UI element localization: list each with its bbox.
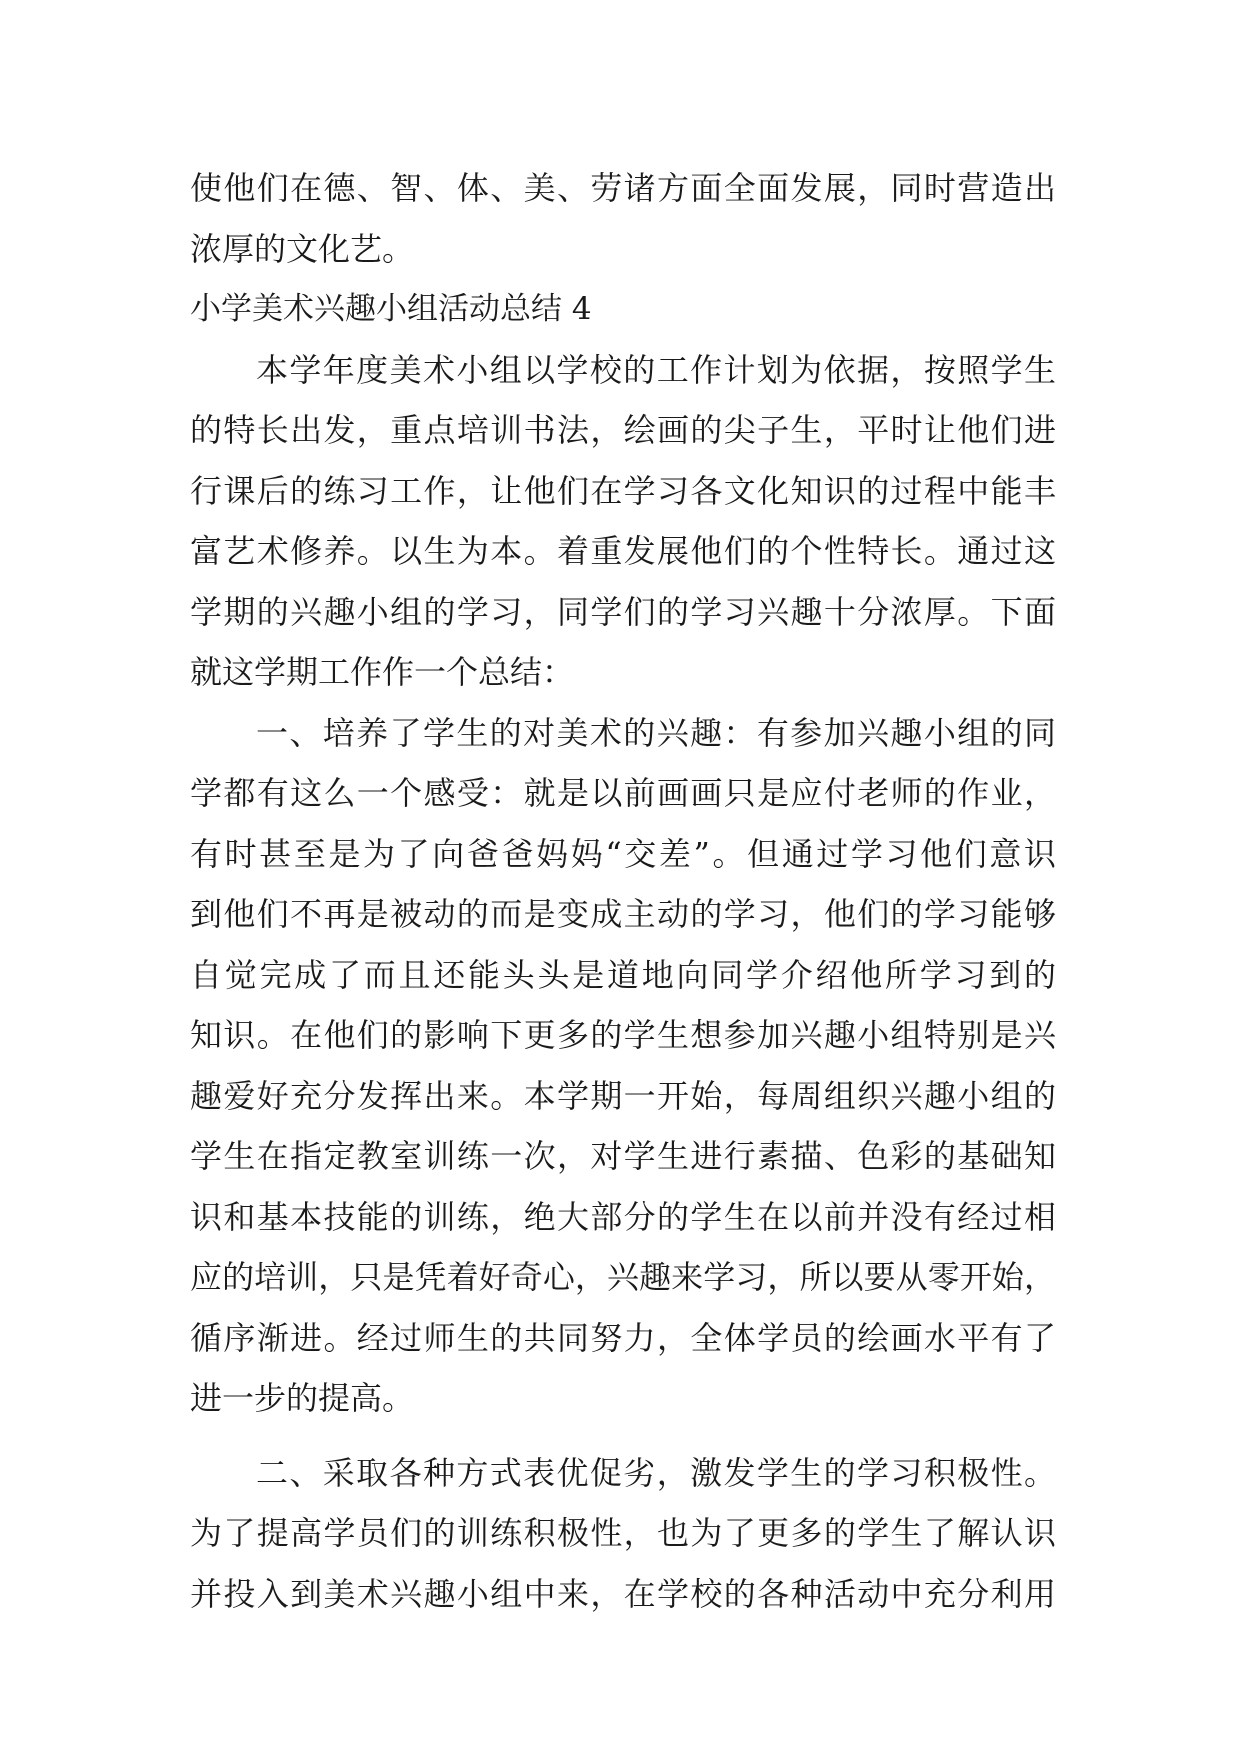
text-line: 循序渐进。经过师生的共同努力，全体学员的绘画水平有了 [190, 1318, 1056, 1357]
text-line: 的特长出发，重点培训书法，绘画的尖子生，平时让他们进 [190, 411, 1056, 449]
text-line: 浓厚的文化艺。 [190, 229, 415, 268]
text-line: 自觉完成了而且还能头头是道地向同学介绍他所学习到的 [190, 955, 1056, 994]
text-line: 一、培养了学生的对美术的兴趣：有参加兴趣小组的同 [256, 713, 1056, 752]
text-line: 学都有这么一个感受：就是以前画画只是应付老师的作业， [190, 774, 1056, 812]
text-line: 学期的兴趣小组的学习，同学们的学习兴趣十分浓厚。下面 [190, 592, 1056, 631]
document-body [190, 158, 1056, 1624]
text-line: 使他们在德、智、体、美、劳诸方面全面发展，同时营造出 [190, 169, 1056, 207]
text-line: 趣爱好充分发挥出来。本学期一开始，每周组织兴趣小组的 [190, 1076, 1056, 1115]
text-line: 就这学期工作作一个总结： [190, 653, 575, 691]
text-line: 到他们不再是被动的而是变成主动的学习，他们的学习能够 [190, 895, 1056, 933]
text-line: 有时甚至是为了向爸爸妈妈“交差”。但通过学习他们意识 [190, 834, 1056, 873]
text-line: 知识。在他们的影响下更多的学生想参加兴趣小组特别是兴 [190, 1016, 1056, 1054]
text-line: 富艺术修养。以生为本。着重发展他们的个性特长。通过这 [190, 532, 1056, 570]
text-line: 行课后的练习工作，让他们在学习各文化知识的过程中能丰 [190, 471, 1056, 510]
text-line: 二、采取各种方式表优促劣，激发学生的学习积极性。 [256, 1453, 1056, 1492]
text-line: 并投入到美术兴趣小组中来，在学校的各种活动中充分利用 [190, 1574, 1056, 1613]
section-title: 小学美术兴趣小组活动总结 4 [190, 291, 592, 327]
text-line: 学生在指定教室训练一次，对学生进行素描、色彩的基础知 [190, 1137, 1056, 1175]
text-line: 进一步的提高。 [190, 1379, 415, 1417]
text-line: 识和基本技能的训练，绝大部分的学生在以前并没有经过相 [190, 1197, 1056, 1236]
text-line: 本学年度美术小组以学校的工作计划为依据，按照学生 [256, 350, 1056, 389]
text-line: 为了提高学员们的训练积极性，也为了更多的学生了解认识 [190, 1514, 1056, 1552]
text-line: 应的培训，只是凭着好奇心，兴趣来学习，所以要从零开始， [190, 1258, 1056, 1296]
